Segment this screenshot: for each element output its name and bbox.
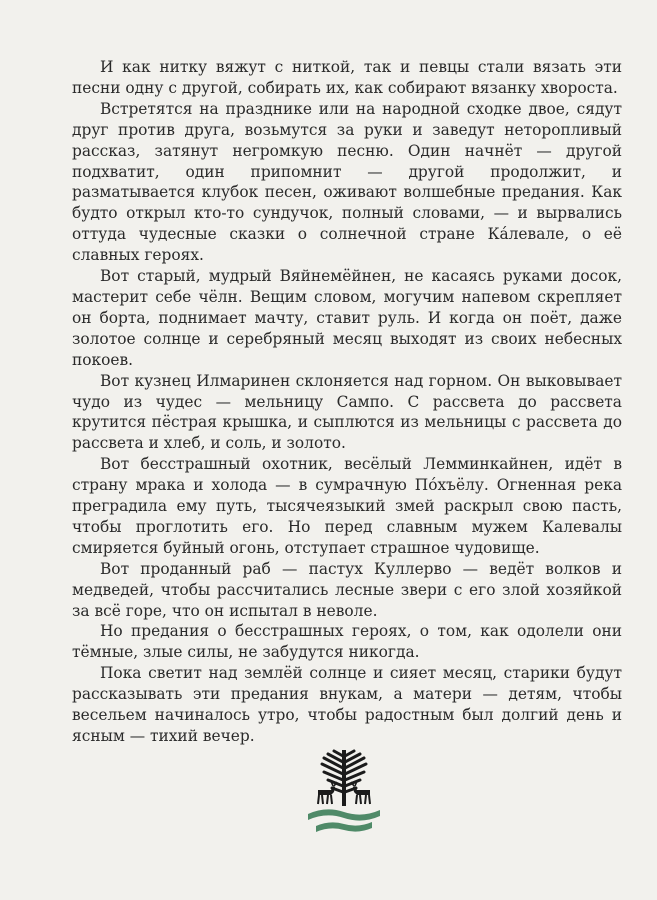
paragraph-1: И как нитку вяжут с ниткой, так и певцы стали вязать эти песни одну с другой, собирать их, как собирают вязанку хвороста. [72, 58, 622, 97]
tree-with-two-deer-ornament-icon [304, 742, 384, 842]
paragraph-8: Пока светит над землёй солнце и сияет месяц, старики будут рассказывать эти предания внукам, а матери — детям, чтобы весельем начиналось утро, чтобы радостным был долгий день и ясным — тихий вечер. [72, 664, 622, 745]
paragraph-2: Встретятся на празднике или на народной сходке двое, сядут друг против друга, возьмутся за руки и заведут неторопливый рассказ, затянут негромкую песню. Один начнёт — другой подхватит, один припомнит — другой продолжит, и разматывается клубок песен, оживают волшебные предания. Как будто открыл кто-то сундучок, полный словами, — и вырвались оттуда чудесные сказки о солнечной стране Ка́левале, о её славных героях. [72, 99, 622, 265]
paragraph-5: Вот бесстрашный охотник, весёлый Лемминкайнен, идёт в страну мрака и холода — в сумрачную По́хъёлу. Огненная река преградила ему путь, тысячеязыкий змей раскрыл свою пасть, чтобы проглотить его. Но перед славным мужем Калевалы смиряется буйный огонь, отступает страшное чудовище. [72, 455, 622, 557]
text-block [72, 57, 622, 747]
paragraph-6: Вот проданный раб — пастух Куллерво — ведёт волков и медведей, чтобы рассчитались лесные звери с его злой хозяйкой за всё горе, что он испытал в неволе. [72, 559, 622, 620]
paragraph-4: Вот кузнец Илмаринен склоняется над горном. Он выковывает чудо из чудес — мельницу Сампо. С рассвета до рассвета крутится пёстрая крышка, и сыплются из мельницы с рассвета до рассвета и хлеб, и соль, и золото. [72, 371, 622, 453]
paragraph-3: Вот старый, мудрый Вяйнемёйнен, не касаясь руками досок, мастерит себе чёлн. Вещим словом, могучим напевом скрепляет он борта, поднимает мачту, ставит руль. И когда он поёт, даже золотое солнце и серебряный месяц выходят из своих небесных покоев. [72, 267, 622, 369]
paragraph-7: Но предания о бесстрашных героях, о том, как одолели они тёмные, злые силы, не забудутся никогда. [72, 622, 622, 662]
